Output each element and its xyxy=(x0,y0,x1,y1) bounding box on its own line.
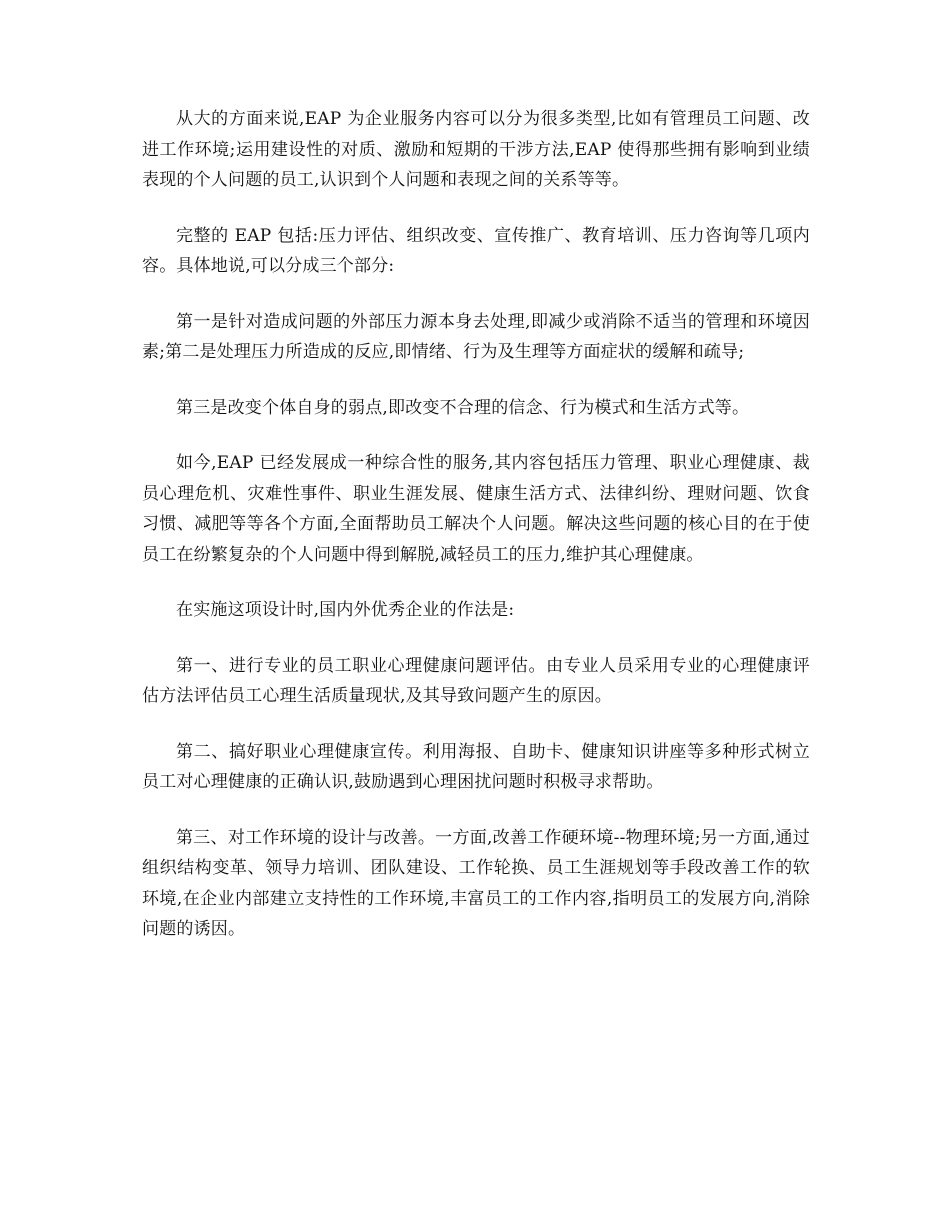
paragraph-eap-components: 完整的 EAP 包括:压力评估、组织改变、宣传推广、教育培训、压力咨询等几项内容。具体地说,可以分成三个部分: xyxy=(142,225,810,276)
paragraph-eap-overview: 从大的方面来说,EAP 为企业服务内容可以分为很多类型,比如有管理员工问题、改进工作环境;运用建设性的对质、激励和短期的干涉方法,EAP 使得那些拥有影响到业绩表现的个人问题的员工,认识到个人问题和表现之间的关系等等。 xyxy=(142,109,810,190)
paragraph-step-two: 第二、搞好职业心理健康宣传。利用海报、自助卡、健康知识讲座等多种形式树立员工对心理健康的正确认识,鼓励遇到心理困扰问题时积极寻求帮助。 xyxy=(142,741,810,792)
paragraph-step-one: 第一、进行专业的员工职业心理健康问题评估。由专业人员采用专业的心理健康评估方法评估员工心理生活质量现状,及其导致问题产生的原因。 xyxy=(142,655,810,706)
document-body xyxy=(142,104,810,945)
paragraph-eap-today: 如今,EAP 已经发展成一种综合性的服务,其内容包括压力管理、职业心理健康、裁员心理危机、灾难性事件、职业生涯发展、健康生活方式、法律纠纷、理财问题、饮食习惯、减肥等等各个方面,全面帮助员工解决个人问题。解决这些问题的核心目的在于使员工在纷繁复杂的个人问题中得到解脱,减轻员工的压力,维护其心理健康。 xyxy=(142,453,810,565)
paragraph-parts-one-two: 第一是针对造成问题的外部压力源本身去处理,即减少或消除不适当的管理和环境因素;第二是处理压力所造成的反应,即情绪、行为及生理等方面症状的缓解和疏导; xyxy=(142,311,810,362)
paragraph-implementation-intro: 在实施这项设计时,国内外优秀企业的作法是: xyxy=(176,600,515,620)
paragraph-part-three: 第三是改变个体自身的弱点,即改变不合理的信念、行为模式和生活方式等。 xyxy=(176,397,750,418)
paragraph-step-three: 第三、对工作环境的设计与改善。一方面,改善工作硬环境--物理环境;另一方面,通过组织结构变革、领导力培训、团队建设、工作轮换、员工生涯规划等手段改善工作的软环境,在企业内部建立支持性的工作环境,丰富员工的工作内容,指明员工的发展方向,消除问题的诱因。 xyxy=(142,827,810,939)
